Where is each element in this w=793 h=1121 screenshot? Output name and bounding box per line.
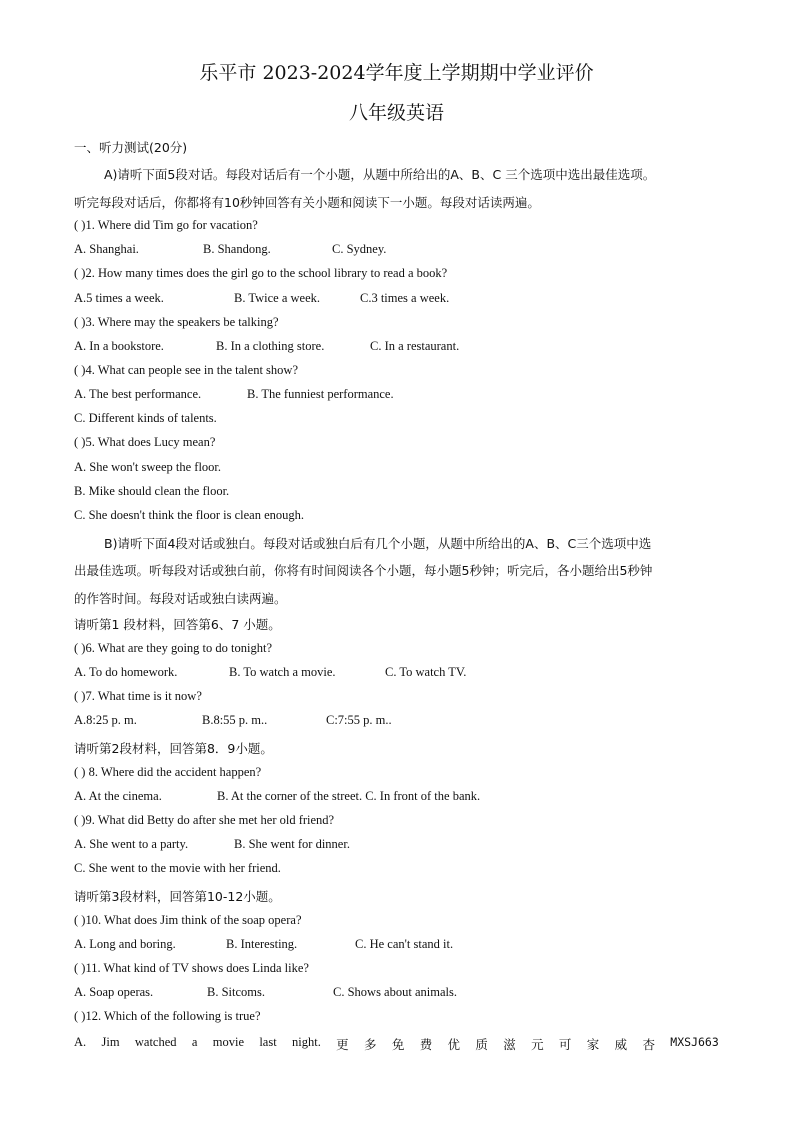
part-b-intro-3: 的作答时间。每段对话或独白读两遍。	[74, 591, 287, 606]
material-3-heading: 请听第3段材料，回答第10-12小题。	[74, 889, 281, 904]
watermark-char: 杏	[642, 1037, 655, 1052]
question-7-options	[74, 713, 392, 728]
option-b: B. Twice a week.	[234, 291, 321, 305]
question-4-option-c: C. Different kinds of talents.	[74, 411, 217, 425]
option-a: A.5 times a week.	[74, 291, 164, 305]
question-11-stem: ( )11. What kind of TV shows does Linda like?	[74, 961, 309, 975]
option-a: A.8:25 p. m.	[74, 713, 137, 727]
option-c: C:7:55 p. m..	[326, 713, 392, 727]
question-12-option-a-line	[74, 1035, 719, 1053]
option-a: A. In a bookstore.	[74, 339, 164, 353]
option-c: C. To watch TV.	[385, 665, 467, 679]
option-a: A. At the cinema.	[74, 789, 162, 803]
question-1-options	[74, 242, 386, 257]
page-title: 乐平市 2023-2024学年度上学期期中学业评价	[199, 62, 594, 84]
watermark-char: 更	[336, 1037, 349, 1052]
page-subtitle: 八年级英语	[348, 102, 444, 124]
material-1-heading: 请听第1 段材料，回答第6、7 小题。	[74, 617, 281, 632]
question-6-options	[74, 665, 466, 680]
word: Jim	[101, 1035, 120, 1049]
option-a: A. The best performance.	[74, 387, 202, 401]
question-4-stem: ( )4. What can people see in the talent show?	[74, 363, 298, 377]
question-8-stem: ( ) 8. Where did the accident happen?	[74, 765, 262, 779]
section-heading: 一、听力测试(20分)	[74, 140, 188, 155]
material-2-heading: 请听第2段材料，回答第8．9小题。	[74, 741, 273, 756]
question-3-options	[74, 339, 459, 354]
part-a-intro-1: A)请听下面5段对话。每段对话后有一个小题，从题中所给出的A、B、C 三个选项中选出最佳选项。	[104, 167, 656, 182]
option-c: C. Sydney.	[332, 242, 387, 256]
question-2-options	[74, 291, 449, 306]
watermark-char: 滋	[503, 1037, 516, 1052]
option-b: B.8:55 p. m..	[202, 713, 268, 727]
watermark-char: 元	[531, 1037, 544, 1052]
option-b: B. She went for dinner.	[234, 837, 350, 851]
word: watched	[134, 1035, 177, 1049]
word: a	[191, 1035, 198, 1049]
option-c: C. In a restaurant.	[370, 339, 460, 353]
question-1-stem: ( )1. Where did Tim go for vacation?	[74, 218, 258, 232]
watermark-char: 多	[364, 1037, 377, 1052]
option-b: B. The funniest performance.	[247, 387, 394, 401]
option-b: B. At the corner of the street. C. In front of the bank.	[217, 789, 481, 803]
question-11-options	[74, 985, 457, 1000]
question-10-stem: ( )10. What does Jim think of the soap opera?	[74, 913, 302, 927]
question-9-options	[74, 837, 350, 852]
watermark-char: 可	[558, 1037, 572, 1052]
option-b: B. Shandong.	[203, 242, 271, 256]
question-3-stem: ( )3. Where may the speakers be talking?	[74, 315, 279, 329]
question-5-option-a: A. She won't sweep the floor.	[74, 460, 222, 474]
word: movie	[212, 1035, 244, 1049]
question-5-option-b: B. Mike should clean the floor.	[74, 484, 230, 498]
option-b: B. To watch a movie.	[229, 665, 336, 679]
question-8-options	[74, 789, 480, 804]
question-7-stem: ( )7. What time is it now?	[74, 689, 202, 703]
word: A.	[74, 1035, 87, 1049]
question-4-options	[74, 387, 394, 402]
question-5-option-c: C. She doesn't think the floor is clean enough.	[74, 508, 304, 522]
option-a: A. Shanghai.	[74, 242, 139, 256]
question-2-stem: ( )2. How many times does the girl go to the school library to read a book?	[74, 266, 448, 280]
option-c: C. Shows about animals.	[333, 985, 457, 999]
question-5-stem: ( )5. What does Lucy mean?	[74, 435, 216, 449]
option-c: C.3 times a week.	[360, 291, 450, 305]
option-b: B. Interesting.	[226, 937, 298, 951]
option-c: C. He can't stand it.	[355, 937, 454, 951]
watermark-char: 优	[447, 1037, 461, 1052]
question-12-stem: ( )12. Which of the following is true?	[74, 1009, 261, 1023]
question-9-stem: ( )9. What did Betty do after she met her old friend?	[74, 813, 335, 827]
watermark-char: 威	[614, 1037, 628, 1052]
watermark-char: 费	[419, 1037, 433, 1052]
watermark-code: MXSJ663	[670, 1035, 719, 1049]
part-b-intro-2: 出最佳选项。听每段对话或独白前，你将有时间阅读各个小题，每小题5秒钟；听完后，各小题给出5秒钟	[74, 563, 653, 578]
option-a: A. Soap operas.	[74, 985, 154, 999]
watermark-char: 质	[475, 1037, 488, 1052]
watermark-char: 家	[586, 1037, 600, 1052]
part-a-intro-2: 听完每段对话后，你都将有10秒钟回答有关小题和阅读下一小题。每段对话读两遍。	[74, 195, 540, 210]
option-a: A. She went to a party.	[74, 837, 189, 851]
question-6-stem: ( )6. What are they going to do tonight?	[74, 641, 272, 655]
question-10-options	[74, 937, 453, 952]
option-a: A. To do homework.	[74, 665, 178, 679]
watermark-char: 免	[391, 1037, 405, 1052]
option-b: B. In a clothing store.	[216, 339, 325, 353]
part-b-intro-1: B)请听下面4段对话或独白。每段对话或独白后有几个小题，从题中所给出的A、B、C三个选项中选	[104, 536, 652, 551]
option-a: A. Long and boring.	[74, 937, 176, 951]
word: last	[259, 1035, 277, 1049]
word: night.	[292, 1035, 321, 1049]
question-9-option-c: C. She went to the movie with her friend.	[74, 861, 281, 875]
option-b: B. Sitcoms.	[207, 985, 265, 999]
